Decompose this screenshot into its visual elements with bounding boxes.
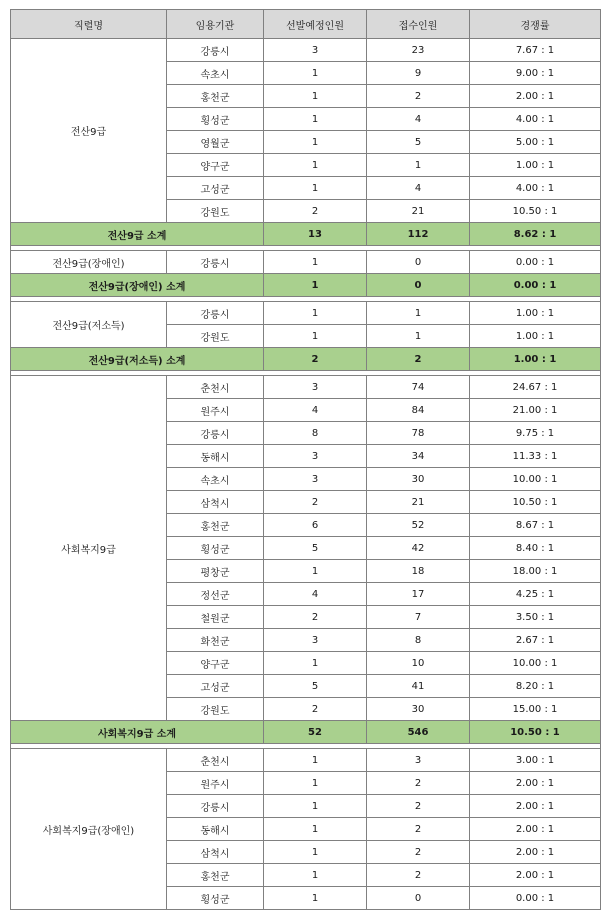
- header-ratio: 경쟁률: [470, 10, 601, 39]
- applied-cell: 42: [367, 537, 470, 560]
- job-cell: 사회복지9급(장애인): [11, 749, 167, 910]
- ratio-cell: 9.75 : 1: [470, 422, 601, 445]
- subtotal-planned: 13: [264, 223, 367, 246]
- ratio-cell: 2.00 : 1: [470, 772, 601, 795]
- agency-cell: 춘천시: [167, 749, 264, 772]
- ratio-cell: 3.50 : 1: [470, 606, 601, 629]
- planned-cell: 1: [264, 818, 367, 841]
- planned-cell: 1: [264, 302, 367, 325]
- table-row: [11, 39, 601, 62]
- subtotal-row: [11, 223, 601, 246]
- planned-cell: 3: [264, 445, 367, 468]
- agency-cell: 강릉시: [167, 302, 264, 325]
- agency-cell: 홍천군: [167, 85, 264, 108]
- agency-cell: 강릉시: [167, 422, 264, 445]
- planned-cell: 1: [264, 795, 367, 818]
- planned-cell: 1: [264, 251, 367, 274]
- ratio-cell: 1.00 : 1: [470, 154, 601, 177]
- agency-cell: 원주시: [167, 772, 264, 795]
- ratio-cell: 10.00 : 1: [470, 652, 601, 675]
- planned-cell: 4: [264, 583, 367, 606]
- agency-cell: 고성군: [167, 177, 264, 200]
- agency-cell: 춘천시: [167, 376, 264, 399]
- ratio-cell: 4.25 : 1: [470, 583, 601, 606]
- agency-cell: 강릉시: [167, 251, 264, 274]
- planned-cell: 3: [264, 629, 367, 652]
- agency-cell: 동해시: [167, 818, 264, 841]
- ratio-cell: 4.00 : 1: [470, 177, 601, 200]
- planned-cell: 6: [264, 514, 367, 537]
- applied-cell: 0: [367, 887, 470, 910]
- job-cell: 사회복지9급: [11, 376, 167, 721]
- subtotal-applied: 0: [367, 274, 470, 297]
- applied-cell: 18: [367, 560, 470, 583]
- ratio-cell: 2.00 : 1: [470, 85, 601, 108]
- table-row: [11, 376, 601, 399]
- applied-cell: 30: [367, 468, 470, 491]
- planned-cell: 4: [264, 399, 367, 422]
- planned-cell: 1: [264, 62, 367, 85]
- planned-cell: 2: [264, 698, 367, 721]
- applied-cell: 1: [367, 302, 470, 325]
- planned-cell: 2: [264, 491, 367, 514]
- applied-cell: 21: [367, 200, 470, 223]
- applied-cell: 23: [367, 39, 470, 62]
- agency-cell: 강원도: [167, 325, 264, 348]
- job-cell: 전산9급(장애인): [11, 251, 167, 274]
- subtotal-ratio: 8.62 : 1: [470, 223, 601, 246]
- agency-cell: 철원군: [167, 606, 264, 629]
- applied-cell: 0: [367, 251, 470, 274]
- agency-cell: 강원도: [167, 698, 264, 721]
- ratio-cell: 1.00 : 1: [470, 302, 601, 325]
- agency-cell: 양구군: [167, 154, 264, 177]
- ratio-cell: 2.00 : 1: [470, 795, 601, 818]
- agency-cell: 화천군: [167, 629, 264, 652]
- planned-cell: 1: [264, 887, 367, 910]
- applied-cell: 78: [367, 422, 470, 445]
- header-agency: 임용기관: [167, 10, 264, 39]
- planned-cell: 2: [264, 200, 367, 223]
- planned-cell: 5: [264, 675, 367, 698]
- subtotal-planned: 1: [264, 274, 367, 297]
- subtotal-applied: 546: [367, 721, 470, 744]
- ratio-cell: 21.00 : 1: [470, 399, 601, 422]
- agency-cell: 동해시: [167, 445, 264, 468]
- agency-cell: 강원도: [167, 200, 264, 223]
- applied-cell: 9: [367, 62, 470, 85]
- applied-cell: 2: [367, 818, 470, 841]
- planned-cell: 8: [264, 422, 367, 445]
- ratio-cell: 10.50 : 1: [470, 200, 601, 223]
- header-row: [11, 10, 601, 39]
- planned-cell: 1: [264, 749, 367, 772]
- agency-cell: 양구군: [167, 652, 264, 675]
- ratio-cell: 8.67 : 1: [470, 514, 601, 537]
- planned-cell: 3: [264, 468, 367, 491]
- applied-cell: 41: [367, 675, 470, 698]
- table-row: [11, 302, 601, 325]
- applied-cell: 7: [367, 606, 470, 629]
- applied-cell: 2: [367, 85, 470, 108]
- ratio-cell: 5.00 : 1: [470, 131, 601, 154]
- agency-cell: 홍천군: [167, 864, 264, 887]
- applied-cell: 52: [367, 514, 470, 537]
- applied-cell: 1: [367, 154, 470, 177]
- applied-cell: 1: [367, 325, 470, 348]
- applied-cell: 2: [367, 795, 470, 818]
- agency-cell: 강릉시: [167, 39, 264, 62]
- agency-cell: 속초시: [167, 468, 264, 491]
- header-planned: 선발예정인원: [264, 10, 367, 39]
- ratio-cell: 0.00 : 1: [470, 251, 601, 274]
- planned-cell: 1: [264, 154, 367, 177]
- job-cell: 전산9급(저소득): [11, 302, 167, 348]
- subtotal-label: 사회복지9급 소계: [11, 721, 264, 744]
- planned-cell: 1: [264, 108, 367, 131]
- ratio-cell: 8.20 : 1: [470, 675, 601, 698]
- ratio-cell: 2.67 : 1: [470, 629, 601, 652]
- ratio-cell: 0.00 : 1: [470, 887, 601, 910]
- subtotal-label: 전산9급(장애인) 소계: [11, 274, 264, 297]
- applied-cell: 3: [367, 749, 470, 772]
- ratio-cell: 24.67 : 1: [470, 376, 601, 399]
- planned-cell: 1: [264, 177, 367, 200]
- agency-cell: 횡성군: [167, 108, 264, 131]
- subtotal-ratio: 10.50 : 1: [470, 721, 601, 744]
- agency-cell: 삼척시: [167, 841, 264, 864]
- ratio-cell: 10.50 : 1: [470, 491, 601, 514]
- agency-cell: 삼척시: [167, 491, 264, 514]
- applied-cell: 17: [367, 583, 470, 606]
- ratio-cell: 2.00 : 1: [470, 864, 601, 887]
- applied-cell: 2: [367, 772, 470, 795]
- planned-cell: 1: [264, 772, 367, 795]
- subtotal-applied: 2: [367, 348, 470, 371]
- planned-cell: 1: [264, 652, 367, 675]
- planned-cell: 1: [264, 325, 367, 348]
- applied-cell: 8: [367, 629, 470, 652]
- planned-cell: 5: [264, 537, 367, 560]
- ratio-cell: 2.00 : 1: [470, 818, 601, 841]
- applied-cell: 21: [367, 491, 470, 514]
- ratio-cell: 2.00 : 1: [470, 841, 601, 864]
- table-row: [11, 251, 601, 274]
- subtotal-planned: 2: [264, 348, 367, 371]
- ratio-cell: 10.00 : 1: [470, 468, 601, 491]
- applied-cell: 30: [367, 698, 470, 721]
- planned-cell: 3: [264, 39, 367, 62]
- planned-cell: 3: [264, 376, 367, 399]
- ratio-cell: 4.00 : 1: [470, 108, 601, 131]
- agency-cell: 평창군: [167, 560, 264, 583]
- ratio-cell: 3.00 : 1: [470, 749, 601, 772]
- subtotal-ratio: 1.00 : 1: [470, 348, 601, 371]
- header-job: 직렬명: [11, 10, 167, 39]
- agency-cell: 속초시: [167, 62, 264, 85]
- applied-cell: 5: [367, 131, 470, 154]
- applied-cell: 34: [367, 445, 470, 468]
- subtotal-applied: 112: [367, 223, 470, 246]
- ratio-cell: 8.40 : 1: [470, 537, 601, 560]
- applied-cell: 4: [367, 108, 470, 131]
- subtotal-row: [11, 721, 601, 744]
- ratio-cell: 1.00 : 1: [470, 325, 601, 348]
- agency-cell: 횡성군: [167, 537, 264, 560]
- table-row: [11, 749, 601, 772]
- header-applied: 접수인원: [367, 10, 470, 39]
- agency-cell: 고성군: [167, 675, 264, 698]
- ratio-cell: 15.00 : 1: [470, 698, 601, 721]
- table-body: [11, 39, 601, 910]
- applied-cell: 10: [367, 652, 470, 675]
- planned-cell: 1: [264, 864, 367, 887]
- agency-cell: 홍천군: [167, 514, 264, 537]
- agency-cell: 강릉시: [167, 795, 264, 818]
- planned-cell: 1: [264, 560, 367, 583]
- agency-cell: 횡성군: [167, 887, 264, 910]
- ratio-cell: 11.33 : 1: [470, 445, 601, 468]
- subtotal-row: [11, 348, 601, 371]
- applied-cell: 2: [367, 841, 470, 864]
- agency-cell: 영월군: [167, 131, 264, 154]
- recruitment-table: [10, 9, 601, 910]
- applied-cell: 2: [367, 864, 470, 887]
- ratio-cell: 18.00 : 1: [470, 560, 601, 583]
- subtotal-label: 전산9급(저소득) 소계: [11, 348, 264, 371]
- applied-cell: 4: [367, 177, 470, 200]
- applied-cell: 74: [367, 376, 470, 399]
- applied-cell: 84: [367, 399, 470, 422]
- planned-cell: 1: [264, 131, 367, 154]
- subtotal-ratio: 0.00 : 1: [470, 274, 601, 297]
- subtotal-planned: 52: [264, 721, 367, 744]
- subtotal-row: [11, 274, 601, 297]
- job-cell: 전산9급: [11, 39, 167, 223]
- agency-cell: 원주시: [167, 399, 264, 422]
- planned-cell: 2: [264, 606, 367, 629]
- ratio-cell: 9.00 : 1: [470, 62, 601, 85]
- agency-cell: 정선군: [167, 583, 264, 606]
- planned-cell: 1: [264, 841, 367, 864]
- planned-cell: 1: [264, 85, 367, 108]
- subtotal-label: 전산9급 소계: [11, 223, 264, 246]
- ratio-cell: 7.67 : 1: [470, 39, 601, 62]
